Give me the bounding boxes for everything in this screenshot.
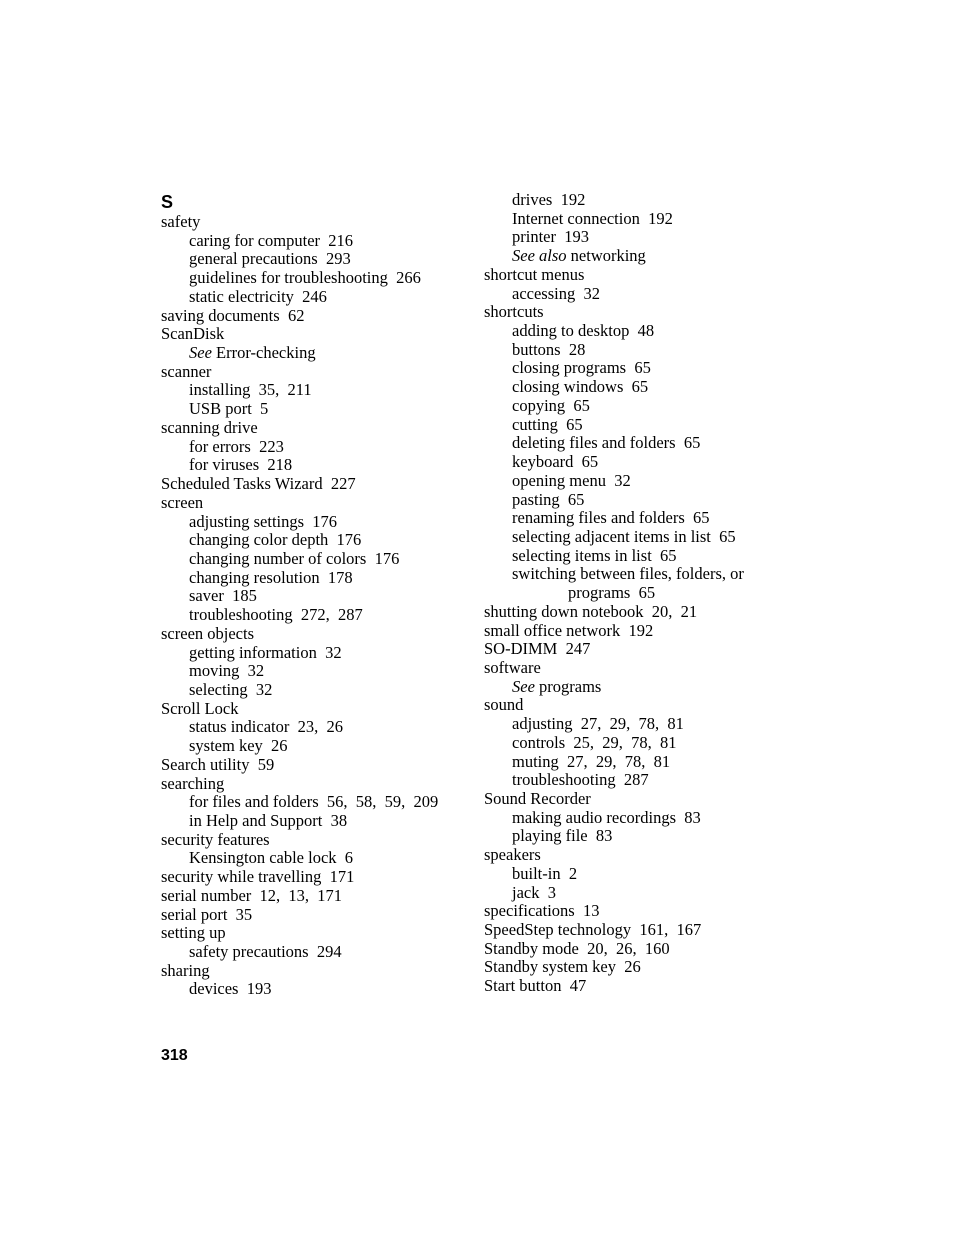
- index-entry: [161, 831, 471, 850]
- index-entry: [161, 363, 471, 382]
- index-subentry: [484, 509, 794, 528]
- entry-text: software: [484, 657, 541, 677]
- index-entry: [484, 266, 794, 285]
- index-entry: [484, 696, 794, 715]
- index-subentry: [161, 587, 471, 606]
- index-entry: [484, 958, 794, 977]
- entry-text: ScanDisk: [161, 324, 225, 344]
- index-subentry: [161, 812, 471, 831]
- index-subentry: [161, 381, 471, 400]
- index-subentry: [484, 771, 794, 790]
- entry-text: for viruses 218: [189, 455, 293, 475]
- entry-text: setting up: [161, 923, 226, 943]
- entry-text: copying 65: [512, 395, 590, 415]
- index-subentry: [484, 247, 794, 266]
- entry-text: system key 26: [189, 736, 288, 756]
- entry-text: keyboard 65: [512, 452, 599, 472]
- index-subentry: [161, 400, 471, 419]
- index-subentry: [484, 753, 794, 772]
- index-entry: [161, 307, 471, 326]
- entry-text: networking: [566, 246, 646, 266]
- entry-text: selecting adjacent items in list 65: [512, 526, 736, 546]
- entry-text: for errors 223: [189, 436, 284, 456]
- index-subentry: [161, 513, 471, 532]
- index-subentry: [161, 250, 471, 269]
- entry-text: shutting down notebook 20, 21: [484, 601, 698, 621]
- entry-text: safety: [161, 212, 201, 231]
- index-subentry: [484, 453, 794, 472]
- entry-text: safety precautions 294: [189, 942, 342, 962]
- entry-text: screen objects: [161, 623, 254, 643]
- entry-text: Standby mode 20, 26, 160: [484, 938, 670, 958]
- index-entry: [484, 640, 794, 659]
- index-entry: [161, 868, 471, 887]
- entry-text: status indicator 23, 26: [189, 717, 343, 737]
- entry-text: saver 185: [189, 586, 257, 606]
- index-subentry: [484, 528, 794, 547]
- index-subentry: [484, 734, 794, 753]
- index-subentry: [484, 359, 794, 378]
- index-entry: [484, 603, 794, 622]
- entry-text: Internet connection 192: [512, 208, 673, 228]
- entry-text: programs 65: [568, 583, 656, 603]
- index-subentry: [161, 531, 471, 550]
- entry-text: programs: [534, 676, 602, 696]
- entry-text: shortcut menus: [484, 264, 585, 284]
- entry-text: adding to desktop 48: [512, 321, 655, 341]
- index-subentry: [484, 210, 794, 229]
- entry-text: built-in 2: [512, 863, 578, 883]
- entry-text: Error-checking: [211, 343, 316, 363]
- entry-text: installing 35, 211: [189, 380, 312, 400]
- entry-text: scanning drive: [161, 417, 258, 437]
- entry-text: buttons 28: [512, 339, 586, 359]
- entry-text: general precautions 293: [189, 249, 351, 269]
- index-entry: [161, 756, 471, 775]
- index-column-left: [161, 213, 471, 999]
- index-subentry: [161, 456, 471, 475]
- entry-text: getting information 32: [189, 642, 342, 662]
- index-subentry: [161, 644, 471, 663]
- index-entry: [484, 659, 794, 678]
- entry-text: caring for computer 216: [189, 230, 354, 250]
- index-subentry: [161, 606, 471, 625]
- index-subentry: [161, 662, 471, 681]
- index-entry: [484, 977, 794, 996]
- index-entry: [484, 940, 794, 959]
- entry-text: playing file 83: [512, 826, 613, 846]
- entry-text: Kensington cable lock 6: [189, 848, 354, 868]
- index-entry: [484, 846, 794, 865]
- index-subentry: [161, 344, 471, 363]
- entry-text: pasting 65: [512, 489, 585, 509]
- index-entry: [161, 494, 471, 513]
- entry-text: drives 192: [512, 190, 586, 209]
- entry-text: for files and folders 56, 58, 59, 209: [189, 792, 439, 812]
- entry-text: static electricity 246: [189, 286, 327, 306]
- entry-text: serial port 35: [161, 904, 253, 924]
- index-entry: [161, 213, 471, 232]
- entry-text: muting 27, 29, 78, 81: [512, 751, 671, 771]
- index-subentry: [161, 550, 471, 569]
- cross-reference-label: See: [189, 343, 212, 363]
- index-subentry: [484, 191, 794, 210]
- entry-text: devices 193: [189, 979, 272, 999]
- entry-text: serial number 12, 13, 171: [161, 885, 343, 905]
- entry-text: printer 193: [512, 227, 589, 247]
- entry-text: renaming files and folders 65: [512, 508, 710, 528]
- index-subentry: [161, 737, 471, 756]
- index-subentry: [161, 569, 471, 588]
- index-subentry: [161, 980, 471, 999]
- index-entry: [161, 906, 471, 925]
- entry-text: selecting items in list 65: [512, 545, 677, 565]
- index-subentry: [484, 285, 794, 304]
- index-subentry: [161, 438, 471, 457]
- index-subentry: [484, 434, 794, 453]
- entry-text: specifications 13: [484, 901, 600, 921]
- entry-text: screen: [161, 492, 204, 512]
- entry-text: sound: [484, 695, 524, 715]
- entry-text: troubleshooting 287: [512, 770, 649, 790]
- entry-text: scanner: [161, 361, 212, 381]
- index-subentry: [161, 269, 471, 288]
- entry-text: adjusting 27, 29, 78, 81: [512, 714, 684, 734]
- entry-text: changing color depth 176: [189, 530, 362, 550]
- index-subentry: [484, 378, 794, 397]
- index-subentry: [484, 341, 794, 360]
- index-entry: [161, 962, 471, 981]
- entry-text: opening menu 32: [512, 470, 631, 490]
- entry-text: Start button 47: [484, 976, 587, 996]
- index-entry: [161, 775, 471, 794]
- index-subentry: [484, 678, 794, 697]
- entry-text: small office network 192: [484, 620, 654, 640]
- entry-text: accessing 32: [512, 283, 600, 303]
- entry-text: searching: [161, 773, 225, 793]
- index-subentry: [161, 718, 471, 737]
- index-entry: [161, 887, 471, 906]
- entry-text: SO-DIMM 247: [484, 639, 591, 659]
- entry-text: SpeedStep technology 161, 167: [484, 920, 702, 940]
- entry-text: Search utility 59: [161, 754, 275, 774]
- page-number: 318: [161, 1047, 188, 1064]
- section-letter-heading: S: [161, 192, 174, 212]
- entry-text: deleting files and folders 65: [512, 433, 701, 453]
- entry-text: saving documents 62: [161, 305, 305, 325]
- entry-text: Standby system key 26: [484, 957, 641, 977]
- index-column-right: [484, 191, 794, 996]
- entry-text: adjusting settings 176: [189, 511, 338, 531]
- entry-text: Scheduled Tasks Wizard 227: [161, 474, 356, 494]
- entry-text: switching between files, folders, or: [512, 564, 744, 584]
- index-entry: [161, 419, 471, 438]
- entry-text: closing programs 65: [512, 358, 651, 378]
- index-subentry: [484, 491, 794, 510]
- index-entry: [161, 325, 471, 344]
- index-subentry: [161, 849, 471, 868]
- index-subentry: [484, 397, 794, 416]
- index-subentry: [161, 288, 471, 307]
- index-subentry: [484, 472, 794, 491]
- entry-text: selecting 32: [189, 679, 273, 699]
- entry-text: changing number of colors 176: [189, 548, 400, 568]
- index-subentry: [484, 884, 794, 903]
- index-subentry: [484, 547, 794, 566]
- index-entry: [484, 790, 794, 809]
- entry-text: in Help and Support 38: [189, 811, 348, 830]
- index-subentry: [161, 943, 471, 962]
- index-entry: [484, 622, 794, 641]
- index-entry: [484, 303, 794, 322]
- entry-text: Scroll Lock: [161, 698, 239, 718]
- entry-text: Sound Recorder: [484, 789, 591, 808]
- entry-text: troubleshooting 272, 287: [189, 605, 363, 625]
- index-subentry: [484, 322, 794, 341]
- index-entry: [161, 625, 471, 644]
- index-subentry: [484, 715, 794, 734]
- index-subentry: [484, 827, 794, 846]
- index-subentry: [484, 416, 794, 435]
- index-entry: [484, 902, 794, 921]
- entry-text: cutting 65: [512, 414, 583, 434]
- index-entry: [161, 700, 471, 719]
- entry-text: making audio recordings 83: [512, 807, 701, 827]
- index-entry: [484, 921, 794, 940]
- index-subentry: [484, 565, 794, 584]
- index-subentry: [484, 228, 794, 247]
- index-subentry: [484, 865, 794, 884]
- entry-text: changing resolution 178: [189, 567, 353, 587]
- index-entry: [161, 924, 471, 943]
- entry-text: USB port 5: [189, 399, 269, 419]
- entry-text: controls 25, 29, 78, 81: [512, 732, 677, 752]
- index-subentry: [484, 809, 794, 828]
- cross-reference-label: See also: [512, 246, 567, 266]
- index-subentry: [161, 793, 471, 812]
- index-subentry: [161, 681, 471, 700]
- index-entry: [161, 475, 471, 494]
- entry-text: guidelines for troubleshooting 266: [189, 268, 421, 288]
- entry-text: security while travelling 171: [161, 867, 355, 887]
- entry-text: jack 3: [512, 882, 556, 902]
- entry-text: sharing: [161, 960, 210, 980]
- cross-reference-label: See: [512, 676, 535, 696]
- entry-text: speakers: [484, 845, 541, 865]
- entry-text: moving 32: [189, 661, 265, 681]
- index-subentry: [161, 232, 471, 251]
- entry-text: closing windows 65: [512, 377, 649, 397]
- entry-text: security features: [161, 829, 270, 849]
- index-subentry: [484, 584, 794, 603]
- entry-text: shortcuts: [484, 302, 544, 322]
